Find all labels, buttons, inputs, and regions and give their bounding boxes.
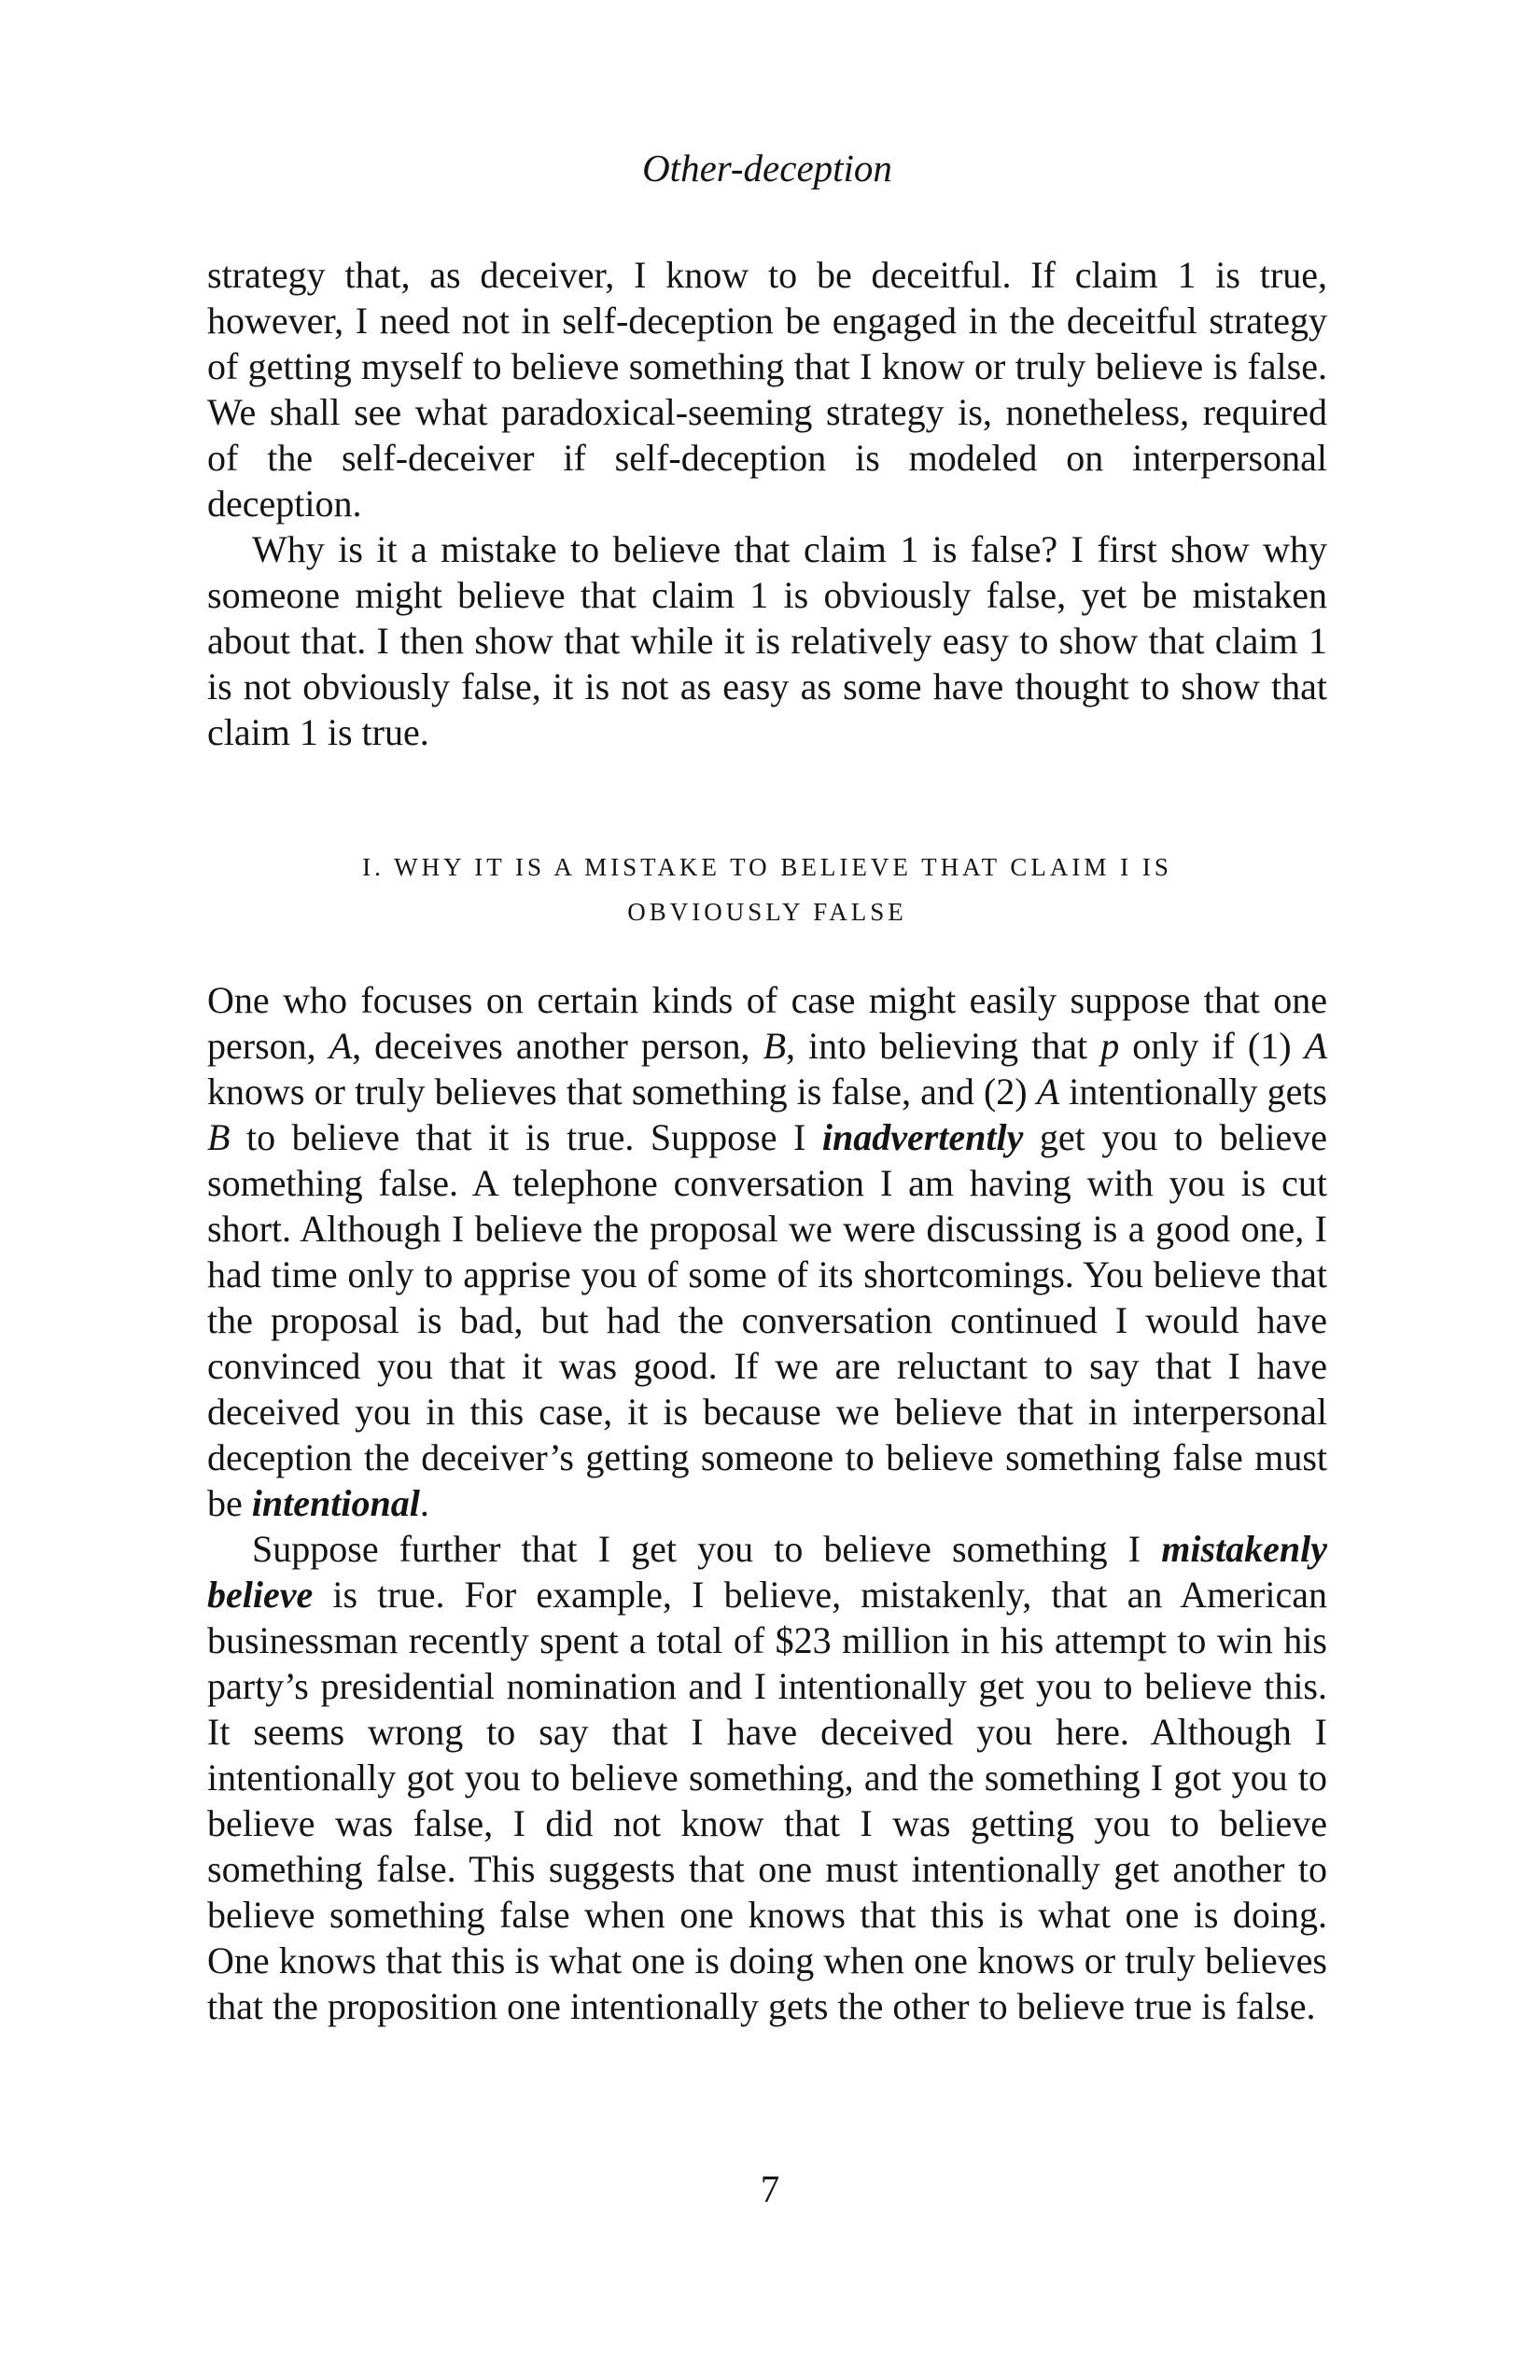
text-run: get you to believe something false. A telephone conversation I am having with you is cut short. Although I believe the proposal we were discussing is a good one, I had time only to apprise you of some of its shortcomings. You believe that the proposal is bad, but had the conversation continued I would have convinced you that it was good. If we are reluctant to say that I have deceived you in this case, it is because we believe that in interpersonal deception the deceiver’s getting someone to believe something false must be: [207, 1116, 1328, 1524]
text-run: One who focuses on certain kinds of case might easily suppose that one person,: [207, 979, 1327, 1067]
text-run: , deceives another person,: [352, 1025, 763, 1067]
text-run: is true. For example, I believe, mistakenly, that an American businessman recently spent a total of $23 million in his attempt to win his party’s presidential nomination and I intentionally get you to believe this. It seems wrong to say that I have deceived you here. Although I intentionally got you to believe something, and the something I got you to believe was false, I did not know that I was getting you to believe something false. This suggests that one must intentionally get another to believe something false when one knows that this is what one is doing. One knows that this is what one is doing when one knows or truly believes that the proposition one intentionally gets the other to believe true is false.: [207, 1574, 1327, 2027]
section-heading-line-1: I. WHY IT IS A MISTAKE TO BELIEVE THAT CLAIM I IS: [362, 853, 1172, 881]
variable-b: B: [207, 1116, 231, 1158]
variable-a: A: [1036, 1071, 1060, 1113]
emphasis-intentional: intentional: [251, 1482, 420, 1524]
emphasis-inadvertently: inadvertently: [821, 1116, 1024, 1158]
text-run: intentionally gets: [1059, 1071, 1327, 1113]
variable-b: B: [763, 1025, 786, 1067]
text-run: only if (1): [1119, 1025, 1305, 1067]
paragraph-claim-question: Why is it a mistake to believe that claim 1 is false? I first show why someone might believe that claim 1 is obviously false, yet be mistaken about that. I then show that while it is relatively easy to show that claim 1 is not obviously false, it is not as easy as some have thought to show that claim 1 is true.: [207, 528, 1327, 753]
running-head: Other-deception: [642, 147, 892, 189]
text-run: Suppose further that I get you to believe something I: [252, 1528, 1162, 1570]
book-page: [207, 140, 1327, 2029]
paragraph-continuation: strategy that, as deceiver, I know to be deceitful. If claim 1 is true, however, I need not in self-deception be engaged in the deceitful strategy of getting myself to believe something that I know or truly believe is false. We shall see what paradoxical-seeming strategy is, nonetheless, required of the self-deceiver if self-deception is modeled on interpersonal deception.: [207, 254, 1327, 525]
emphasis-mistakenly-believe: mistakenly believe: [207, 1528, 1327, 1616]
page-number: 7: [760, 2167, 780, 2210]
paragraph-mistaken-belief: [207, 1526, 1327, 2029]
variable-a: A: [1304, 1025, 1328, 1067]
text-run: knows or truly believes that something is false, and (2): [207, 1071, 1037, 1113]
paragraph-inadvertent-deception: [207, 977, 1327, 1526]
section-heading: [207, 845, 1327, 934]
section-heading-line-2: OBVIOUSLY FALSE: [627, 898, 907, 926]
text-run: , into believing that: [786, 1025, 1101, 1067]
text-run: to believe that it is true. Suppose I: [230, 1116, 822, 1158]
text-run: .: [419, 1482, 429, 1524]
variable-a: A: [329, 1025, 353, 1067]
variable-p: p: [1100, 1025, 1120, 1067]
